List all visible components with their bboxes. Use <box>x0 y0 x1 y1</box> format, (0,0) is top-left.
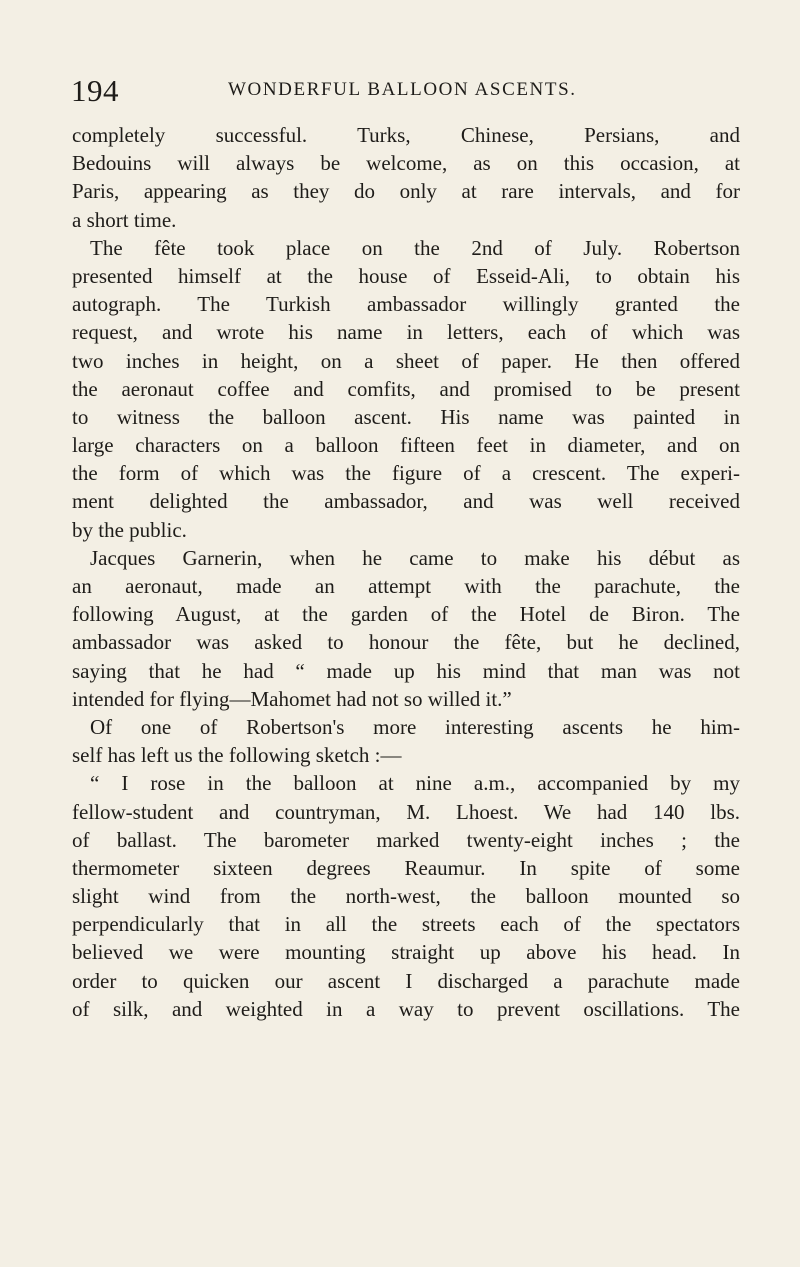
text-line: an aeronaut, made an attempt with the parachute, the <box>72 574 740 598</box>
text-line: slight wind from the north-west, the balloon mounted so <box>72 884 740 909</box>
text-line: to witness the balloon ascent. His name was painted in <box>72 404 740 429</box>
text-line: request, and wrote his name in letters, each of which was <box>72 320 740 345</box>
text-line: “ I rose in the balloon at nine a.m., accompanied by my <box>90 771 740 796</box>
page-header <box>71 73 741 109</box>
text-line: the form of which was the figure of a crescent. The experi- <box>72 461 740 486</box>
text-line: autograph. The Turkish ambassador willingly granted the <box>72 292 740 317</box>
text-line: ambassador was asked to honour the fête, but he declined, <box>72 630 740 655</box>
text-line: self has left us the following sketch :— <box>72 743 402 768</box>
body-text <box>72 121 740 1023</box>
text-line: large characters on a balloon fifteen feet in diameter, and on <box>72 433 740 458</box>
text-line: intended for flying—Mahomet had not so willed it.” <box>72 686 512 711</box>
text-line: Paris, appearing as they do only at rare intervals, and for <box>72 179 740 204</box>
text-line: fellow-student and countryman, M. Lhoest. We had 140 lbs. <box>72 799 740 824</box>
text-line: two inches in height, on a sheet of paper. He then offered <box>72 348 740 373</box>
text-line: saying that he had “ made up his mind that man was not <box>72 658 740 683</box>
text-line: Of one of Robertson's more interesting ascents he him- <box>90 714 740 739</box>
text-line: perpendicularly that in all the streets each of the spectators <box>72 912 740 937</box>
text-line: a short time. <box>72 207 177 232</box>
text-line: Jacques Garnerin, when he came to make his début as <box>90 545 740 570</box>
text-line: following August, at the garden of the Hotel de Biron. The <box>72 602 740 627</box>
text-line: completely successful. Turks, Chinese, Persians, and <box>72 123 740 147</box>
text-line: Bedouins will always be welcome, as on this occasion, at <box>72 151 740 176</box>
text-line: The fête took place on the 2nd of July. Robertson <box>90 235 740 260</box>
text-line: believed we were mounting straight up above his head. In <box>72 940 740 965</box>
text-line: presented himself at the house of Esseid-Ali, to obtain his <box>72 263 740 288</box>
text-line: thermometer sixteen degrees Reaumur. In spite of some <box>72 855 740 880</box>
text-line: of silk, and weighted in a way to prevent oscillations. The <box>72 996 740 1021</box>
text-line: by the public. <box>72 517 187 542</box>
text-line: the aeronaut coffee and comfits, and promised to be present <box>72 376 740 401</box>
text-line: ment delighted the ambassador, and was well received <box>72 489 740 514</box>
running-head: WONDERFUL BALLOON ASCENTS. <box>228 79 577 100</box>
text-line: of ballast. The barometer marked twenty-eight inches ; the <box>72 827 740 852</box>
page-number: 194 <box>71 73 119 108</box>
text-line: order to quicken our ascent I discharged a parachute made <box>72 968 740 993</box>
